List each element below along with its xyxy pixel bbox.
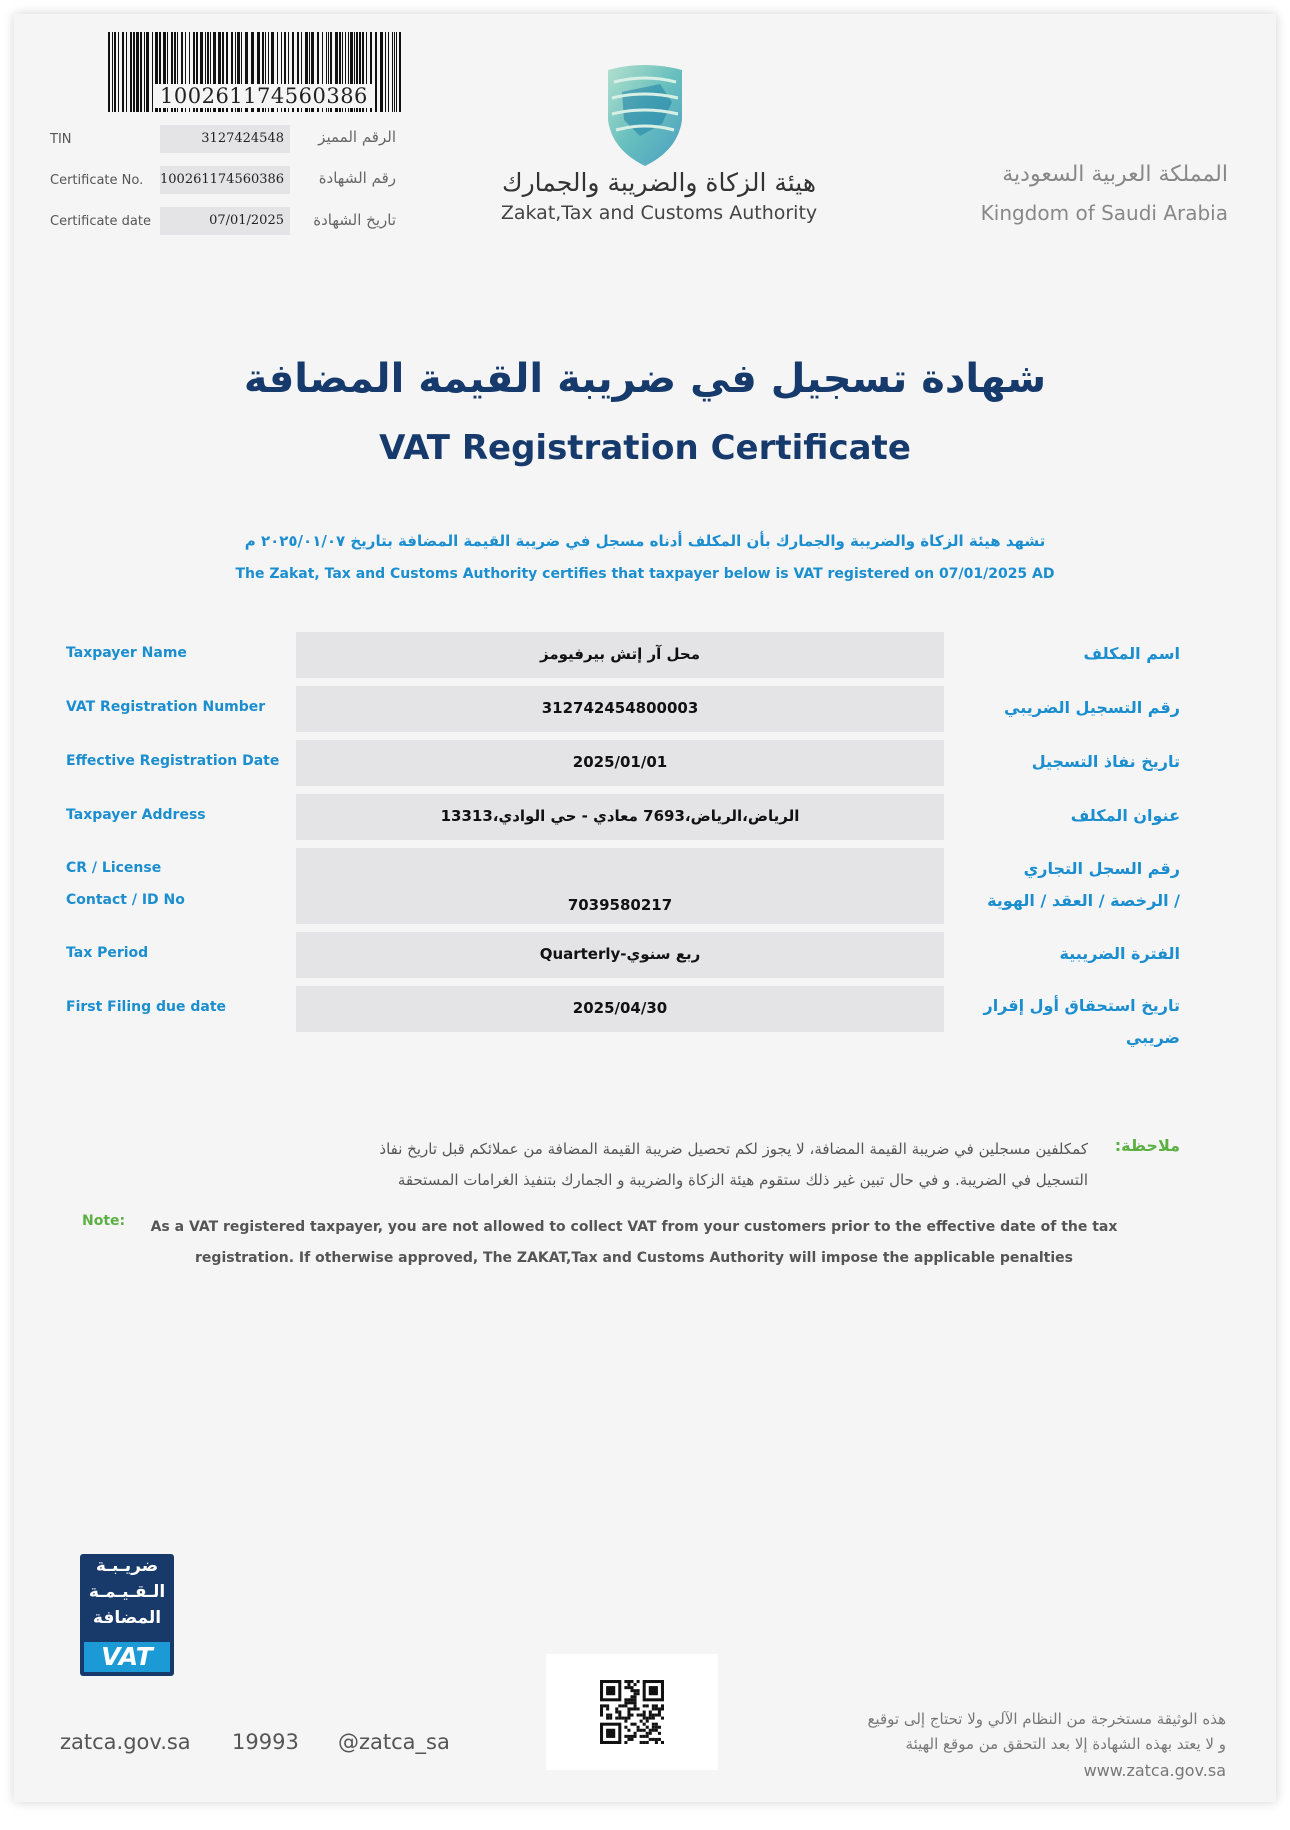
tax-period-label-ar: الفترة الضريبية: [1059, 944, 1180, 963]
taxpayer-name-label-ar: اسم المكلف: [1083, 644, 1180, 663]
authority-name-ar: هيئة الزكاة والضريبة والجمارك: [501, 168, 817, 197]
vat-logo-en: VAT: [84, 1642, 170, 1672]
cr-license-label: CR / License: [66, 860, 162, 876]
certificate-no-value: 100261174560386: [160, 166, 290, 194]
qr-code-panel: [546, 1654, 718, 1770]
certificate-no-label: Certificate No.: [50, 173, 144, 188]
barcode-number: 100261174560386: [154, 84, 374, 108]
qr-code: [600, 1680, 664, 1744]
footer-handle: @zatca_sa: [338, 1730, 450, 1754]
page-title-en: VAT Registration Certificate: [379, 428, 911, 468]
certificate-no-label-ar: رقم الشهادة: [318, 169, 396, 187]
taxpayer-address-label-ar: عنوان المكلف: [1070, 806, 1180, 825]
note-text-en-line1: As a VAT registered taxpayer, you are not allowed to collect VAT from your customers prior to the effective date of the tax: [150, 1219, 1118, 1235]
first-filing-value: 2025/04/30: [572, 999, 668, 1017]
note-text-ar-line2: التسجيل في الضريبة. و في حال تبين غير ذلك ستقوم هيئة الزكاة والضريبة و الجمارك بتنفيذ الغرامات المستحقة: [397, 1171, 1088, 1189]
vat-logo-ar-line2: الـقـيـمـة: [88, 1582, 166, 1602]
certificate-page: [14, 14, 1276, 1802]
tin-label-ar: الرقم المميز: [318, 128, 396, 146]
disclaimer-url: www.zatca.gov.sa: [1083, 1761, 1226, 1780]
vat-logo-ar-line1: ضريـبـة: [95, 1556, 159, 1576]
kingdom-name-en: Kingdom of Saudi Arabia: [980, 201, 1228, 225]
taxpayer-address-value: الرياض،الرياض،7693 معادي - حي الوادي،13313: [440, 807, 800, 825]
certificate-date-value: 07/01/2025: [160, 207, 290, 235]
first-filing-label-ar-2: ضريبي: [1125, 1028, 1180, 1047]
cr-license-label-ar-2: / الرخصة / العقد / الهوية: [987, 891, 1180, 910]
vat-logo: [80, 1554, 174, 1676]
note-text-en: [144, 1212, 1124, 1274]
zatca-shield-logo: [600, 62, 690, 168]
note-text-ar-line1: كمكلفين مسجلين في ضريبة القيمة المضافة، لا يجوز لكم تحصيل ضريبة القيمة المضافة من عملائكم قبل تاريخ نفاذ: [379, 1140, 1088, 1158]
effective-date-label-ar: تاريخ نفاذ التسجيل: [1031, 752, 1180, 771]
disclaimer-line1: هذه الوثيقة مستخرجة من النظام الآلي ولا تحتاج إلى توقيع: [867, 1710, 1226, 1728]
tin-label: TIN: [50, 132, 72, 147]
note-text-en-line2: registration. If otherwise approved, The ZAKAT,Tax and Customs Authority will impose the applicable penalties: [195, 1250, 1073, 1266]
taxpayer-address-label: Taxpayer Address: [66, 807, 206, 823]
vat-number-label: VAT Registration Number: [66, 699, 266, 715]
footer-phone: 19993: [232, 1730, 299, 1754]
tin-value: 3127424548: [160, 125, 290, 153]
authority-name-en: Zakat,Tax and Customs Authority: [500, 202, 818, 224]
effective-date-value: 2025/01/01: [572, 753, 668, 771]
vat-logo-ar-line3: المضافة: [92, 1608, 162, 1628]
note-label-en: Note:: [82, 1213, 126, 1229]
tax-period-label: Tax Period: [66, 945, 149, 961]
contact-id-label: Contact / ID No: [66, 892, 185, 908]
kingdom-name-ar: المملكة العربية السعودية: [1002, 162, 1228, 187]
taxpayer-name-label: Taxpayer Name: [66, 645, 187, 661]
first-filing-label: First Filing due date: [66, 999, 227, 1015]
vat-number-label-ar: رقم التسجيل الضريبي: [1004, 698, 1180, 717]
cr-license-value: 7039580217: [567, 896, 673, 914]
note-text-ar: [208, 1134, 1088, 1196]
tax-period-value: Quarterly-ربع سنوي: [539, 945, 701, 963]
vat-number-value: 312742454800003: [541, 699, 699, 717]
note-label-ar: ملاحظة:: [1114, 1136, 1180, 1155]
footer-website: zatca.gov.sa: [60, 1730, 191, 1754]
cr-license-label-ar: رقم السجل التجاري: [1023, 859, 1180, 878]
page-title-ar: شهادة تسجيل في ضريبة القيمة المضافة: [243, 356, 1047, 402]
disclaimer-line2: و لا يعتد بهذه الشهادة إلا بعد التحقق من موقع الهيئة: [905, 1735, 1226, 1753]
certificate-date-label-ar: تاريخ الشهادة: [313, 211, 396, 229]
certification-statement-ar: تشهد هيئة الزكاة والضريبة والجمارك بأن المكلف أدناه مسجل في ضريبة القيمة المضافة بتاريخ ٢٠٢٥/٠١/٠٧ م: [244, 532, 1046, 550]
effective-date-label: Effective Registration Date: [66, 753, 280, 769]
first-filing-label-ar: تاريخ استحقاق أول إقرار: [983, 996, 1180, 1015]
taxpayer-name-value: محل آر إتش بيرفيومز: [540, 645, 700, 663]
certification-statement-en: The Zakat, Tax and Customs Authority certifies that taxpayer below is VAT registered on 07/01/2025 AD: [235, 566, 1055, 582]
certificate-date-label: Certificate date: [50, 214, 151, 229]
